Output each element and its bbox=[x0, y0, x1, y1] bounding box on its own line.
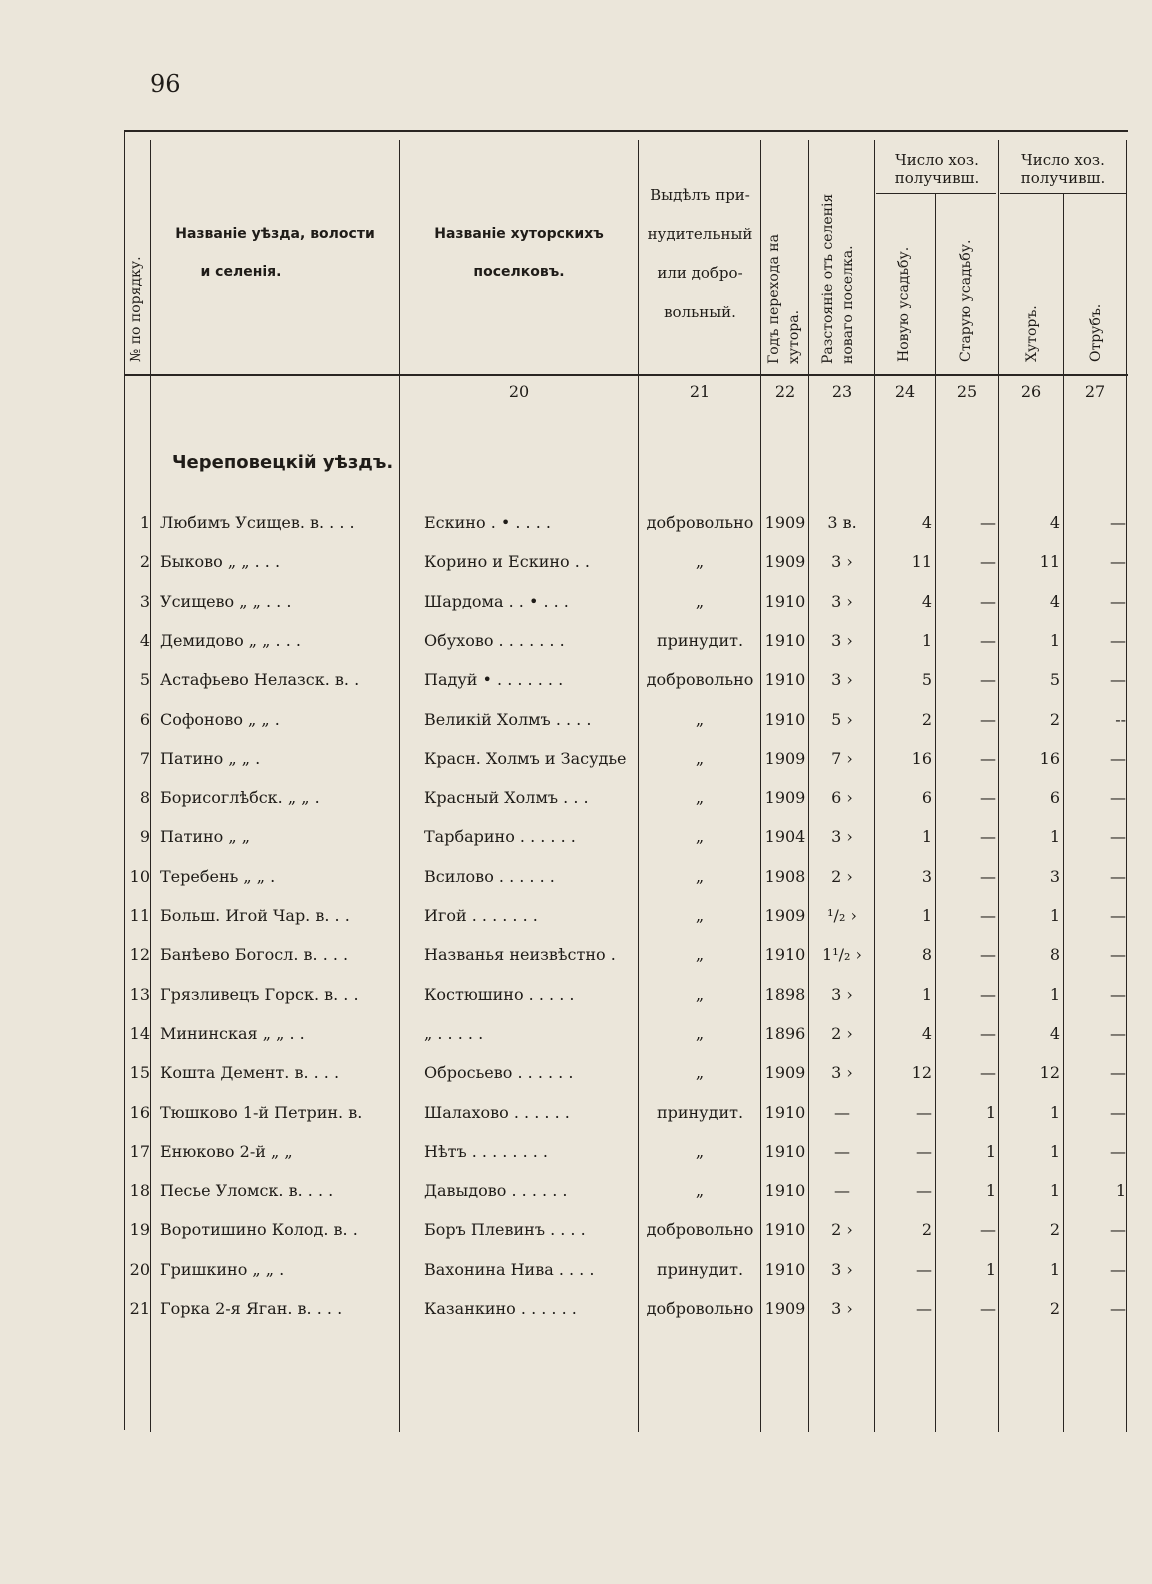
allotment-type: „ bbox=[695, 591, 705, 611]
row-number: 6 bbox=[139, 709, 150, 729]
district-name: Любимъ Усищев. в. . . . bbox=[160, 513, 355, 532]
khutor-count: 11 bbox=[1039, 552, 1060, 572]
transition-year: 1898 bbox=[764, 984, 806, 1004]
column-number: 21 bbox=[689, 382, 711, 401]
header-old-estate: Старую усадьбу. bbox=[958, 239, 974, 362]
row-number: 1 bbox=[139, 513, 150, 532]
old-estate-count: — bbox=[980, 513, 996, 532]
transition-year: 1910 bbox=[764, 1259, 806, 1279]
distance: 5 › bbox=[831, 709, 853, 729]
header-group-b-1: Число хоз. bbox=[1021, 151, 1105, 169]
khutor-count: 16 bbox=[1039, 748, 1060, 768]
header-year-1: Годъ перехода на bbox=[766, 234, 782, 364]
otrub-count: — bbox=[1110, 1299, 1126, 1318]
otrub-count: — bbox=[1110, 1220, 1126, 1240]
table-row bbox=[0, 980, 1152, 1010]
khutor-count: 5 bbox=[1049, 670, 1060, 690]
distance: 2 › bbox=[831, 1220, 853, 1240]
table-row bbox=[0, 1215, 1152, 1245]
column-number: 24 bbox=[894, 382, 916, 401]
header-settlement-1: Названіе хуторскихъ bbox=[434, 226, 604, 242]
khutor-count: 1 bbox=[1049, 906, 1060, 925]
column-number: 22 bbox=[774, 382, 796, 401]
transition-year: 1910 bbox=[764, 1181, 806, 1201]
settlement-name: Боръ Плевинъ . . . . bbox=[424, 1220, 586, 1240]
old-estate-count: 1 bbox=[985, 1141, 996, 1161]
row-number: 13 bbox=[129, 984, 150, 1004]
table-row bbox=[0, 1294, 1152, 1324]
distance: 2 › bbox=[831, 1023, 853, 1043]
district-name: Енюково 2-й „ „ bbox=[160, 1141, 293, 1161]
otrub-count: 1 bbox=[1115, 1181, 1126, 1201]
allotment-type: принудит. bbox=[656, 630, 744, 650]
otrub-count: — bbox=[1110, 906, 1126, 925]
district-name: Больш. Игой Чар. в. . . bbox=[160, 906, 350, 925]
old-estate-count: — bbox=[980, 906, 996, 925]
header-order: № по порядку. bbox=[128, 256, 144, 362]
transition-year: 1908 bbox=[764, 866, 806, 886]
otrub-count: — bbox=[1110, 788, 1126, 808]
transition-year: 1910 bbox=[764, 1220, 806, 1240]
new-estate-count: 8 bbox=[921, 945, 932, 965]
distance: 7 › bbox=[831, 748, 853, 768]
allotment-type: „ bbox=[695, 709, 705, 729]
otrub-count: — bbox=[1110, 670, 1126, 690]
row-number: 8 bbox=[139, 788, 150, 808]
allotment-type: добровольно bbox=[646, 513, 754, 532]
district-name: Патино „ „ bbox=[160, 827, 251, 847]
new-estate-count: 1 bbox=[921, 984, 932, 1004]
settlement-name: Названья неизвѣстно . bbox=[424, 945, 616, 965]
allotment-type: добровольно bbox=[646, 1299, 754, 1318]
district-name: Гришкино „ „ . bbox=[160, 1259, 285, 1279]
distance: — bbox=[834, 1141, 850, 1161]
distance: ¹/₂ › bbox=[827, 906, 857, 925]
settlement-name: Шалахово . . . . . . bbox=[424, 1102, 570, 1122]
distance: 3 › bbox=[831, 670, 853, 690]
allotment-type: „ bbox=[695, 866, 705, 886]
row-number: 14 bbox=[129, 1023, 150, 1043]
new-estate-count: 6 bbox=[921, 788, 932, 808]
settlement-name: Корино и Ескино . . bbox=[424, 552, 590, 572]
table-row bbox=[0, 862, 1152, 892]
transition-year: 1909 bbox=[764, 748, 806, 768]
table-row bbox=[0, 508, 1152, 538]
transition-year: 1909 bbox=[764, 788, 806, 808]
old-estate-count: — bbox=[980, 630, 996, 650]
header-group-a-2: получивш. bbox=[894, 169, 980, 187]
khutor-count: 1 bbox=[1049, 1259, 1060, 1279]
transition-year: 1910 bbox=[764, 1141, 806, 1161]
old-estate-count: — bbox=[980, 748, 996, 768]
otrub-count: -- bbox=[1115, 709, 1126, 729]
allotment-type: „ bbox=[695, 552, 705, 572]
row-number: 9 bbox=[139, 827, 150, 847]
settlement-name: Нѣтъ . . . . . . . . bbox=[424, 1141, 549, 1161]
khutor-count: 1 bbox=[1049, 984, 1060, 1004]
allotment-type: добровольно bbox=[646, 670, 754, 690]
district-name: Усищево „ „ . . . bbox=[160, 591, 292, 611]
header-group-a-1: Число хоз. bbox=[895, 151, 979, 169]
table-row bbox=[0, 1137, 1152, 1167]
khutor-count: 4 bbox=[1049, 513, 1060, 532]
khutor-count: 1 bbox=[1049, 1141, 1060, 1161]
header-khutor: Хуторъ. bbox=[1024, 305, 1040, 362]
old-estate-count: — bbox=[980, 827, 996, 847]
distance: 3 › bbox=[831, 1299, 853, 1318]
distance: — bbox=[834, 1181, 850, 1201]
settlement-name: Красный Холмъ . . . bbox=[424, 788, 589, 808]
table-row bbox=[0, 547, 1152, 577]
transition-year: 1909 bbox=[764, 552, 806, 572]
khutor-count: 1 bbox=[1049, 827, 1060, 847]
header-otrub: Отрубъ. bbox=[1088, 303, 1104, 362]
distance: 3 › bbox=[831, 552, 853, 572]
khutor-count: 3 bbox=[1049, 866, 1060, 886]
table-row bbox=[0, 744, 1152, 774]
allotment-type: „ bbox=[695, 748, 705, 768]
settlement-name: Ескино . • . . . . bbox=[424, 513, 551, 532]
old-estate-count: — bbox=[980, 788, 996, 808]
table-row bbox=[0, 822, 1152, 852]
old-estate-count: — bbox=[980, 1299, 996, 1318]
distance: 3 › bbox=[831, 1063, 853, 1083]
distance: 3 › bbox=[831, 984, 853, 1004]
table-row bbox=[0, 665, 1152, 695]
district-name: Теребень „ „ . bbox=[160, 866, 276, 886]
distance: 6 › bbox=[831, 788, 853, 808]
settlement-name: Вахонина Нива . . . . bbox=[424, 1259, 595, 1279]
district-name: Быково „ „ . . . bbox=[160, 552, 281, 572]
new-estate-count: 2 bbox=[921, 709, 932, 729]
new-estate-count: — bbox=[916, 1141, 932, 1161]
khutor-count: 1 bbox=[1049, 1102, 1060, 1122]
old-estate-count: — bbox=[980, 1023, 996, 1043]
settlement-name: Игой . . . . . . . bbox=[424, 906, 538, 925]
new-estate-count: — bbox=[916, 1259, 932, 1279]
table-row bbox=[0, 940, 1152, 970]
district-name: Кошта Демент. в. . . . bbox=[160, 1063, 340, 1083]
allotment-type: „ bbox=[695, 1023, 705, 1043]
khutor-count: 2 bbox=[1049, 1299, 1060, 1318]
new-estate-count: — bbox=[916, 1181, 932, 1201]
header-group-b-2: получивш. bbox=[1020, 169, 1106, 187]
settlement-name: Падуй • . . . . . . . bbox=[424, 670, 564, 690]
otrub-count: — bbox=[1110, 630, 1126, 650]
otrub-count: — bbox=[1110, 513, 1126, 532]
column-number: 26 bbox=[1020, 382, 1042, 401]
distance: 2 › bbox=[831, 866, 853, 886]
old-estate-count: — bbox=[980, 984, 996, 1004]
transition-year: 1904 bbox=[764, 827, 806, 847]
allotment-type: принудит. bbox=[656, 1259, 744, 1279]
settlement-name: Казанкино . . . . . . bbox=[424, 1299, 577, 1318]
new-estate-count: 4 bbox=[921, 1023, 932, 1043]
settlement-name: Шардома . . • . . . bbox=[424, 591, 569, 611]
allotment-type: добровольно bbox=[646, 1220, 754, 1240]
otrub-count: — bbox=[1110, 748, 1126, 768]
settlement-name: Всилово . . . . . . bbox=[424, 866, 555, 886]
district-name: Песье Уломск. в. . . . bbox=[160, 1181, 334, 1201]
transition-year: 1910 bbox=[764, 1102, 806, 1122]
khutor-count: 1 bbox=[1049, 1181, 1060, 1201]
old-estate-count: — bbox=[980, 591, 996, 611]
district-name: Воротишино Колод. в. . bbox=[160, 1220, 358, 1240]
khutor-count: 8 bbox=[1049, 945, 1060, 965]
settlement-name: Тарбарино . . . . . . bbox=[424, 827, 576, 847]
column-number: 27 bbox=[1084, 382, 1106, 401]
new-estate-count: — bbox=[916, 1102, 932, 1122]
allotment-type: „ bbox=[695, 984, 705, 1004]
allotment-type: принудит. bbox=[656, 1102, 744, 1122]
group-a-rule bbox=[876, 193, 996, 194]
khutor-count: 6 bbox=[1049, 788, 1060, 808]
header-year-2: хутора. bbox=[786, 309, 802, 364]
row-number: 5 bbox=[139, 670, 150, 690]
column-number: 25 bbox=[956, 382, 978, 401]
otrub-count: — bbox=[1110, 945, 1126, 965]
district-name: Демидово „ „ . . . bbox=[160, 630, 301, 650]
table-top-rule bbox=[124, 130, 1128, 132]
new-estate-count: 2 bbox=[921, 1220, 932, 1240]
row-number: 7 bbox=[139, 748, 150, 768]
settlement-name: Красн. Холмъ и Засудье bbox=[424, 748, 627, 768]
row-number: 21 bbox=[129, 1299, 150, 1318]
header-settlement-2: поселковъ. bbox=[473, 264, 565, 280]
old-estate-count: — bbox=[980, 709, 996, 729]
row-number: 17 bbox=[129, 1141, 150, 1161]
new-estate-count: 1 bbox=[921, 630, 932, 650]
distance: 3 › bbox=[831, 591, 853, 611]
old-estate-count: 1 bbox=[985, 1102, 996, 1122]
transition-year: 1896 bbox=[764, 1023, 806, 1043]
old-estate-count: — bbox=[980, 670, 996, 690]
new-estate-count: — bbox=[916, 1299, 932, 1318]
row-number: 11 bbox=[129, 906, 150, 925]
old-estate-count: — bbox=[980, 552, 996, 572]
allotment-type: „ bbox=[695, 1063, 705, 1083]
transition-year: 1910 bbox=[764, 670, 806, 690]
old-estate-count: — bbox=[980, 1063, 996, 1083]
distance: 3 в. bbox=[827, 513, 857, 532]
page-number: 96 bbox=[150, 70, 181, 98]
allotment-type: „ bbox=[695, 945, 705, 965]
allotment-type: „ bbox=[695, 1181, 705, 1201]
row-number: 4 bbox=[139, 630, 150, 650]
row-number: 2 bbox=[139, 552, 150, 572]
khutor-count: 2 bbox=[1049, 709, 1060, 729]
allotment-type: „ bbox=[695, 827, 705, 847]
otrub-count: — bbox=[1110, 1023, 1126, 1043]
otrub-count: — bbox=[1110, 866, 1126, 886]
district-name: Грязливецъ Горск. в. . . bbox=[160, 984, 359, 1004]
district-name: Мининская „ „ . . bbox=[160, 1023, 305, 1043]
khutor-count: 2 bbox=[1049, 1220, 1060, 1240]
otrub-count: — bbox=[1110, 552, 1126, 572]
row-number: 3 bbox=[139, 591, 150, 611]
column-number: 23 bbox=[831, 382, 853, 401]
district-name: Тюшково 1-й Петрин. в. bbox=[160, 1102, 363, 1122]
transition-year: 1909 bbox=[764, 906, 806, 925]
transition-year: 1910 bbox=[764, 945, 806, 965]
distance: 3 › bbox=[831, 1259, 853, 1279]
table-row bbox=[0, 783, 1152, 813]
row-number: 15 bbox=[129, 1063, 150, 1083]
otrub-count: — bbox=[1110, 984, 1126, 1004]
row-number: 19 bbox=[129, 1220, 150, 1240]
otrub-count: — bbox=[1110, 1141, 1126, 1161]
table-row bbox=[0, 1019, 1152, 1049]
old-estate-count: — bbox=[980, 945, 996, 965]
table-row bbox=[0, 1255, 1152, 1285]
table-row bbox=[0, 587, 1152, 617]
distance: 3 › bbox=[831, 630, 853, 650]
table-row bbox=[0, 626, 1152, 656]
district-name: Банѣево Богосл. в. . . . bbox=[160, 945, 349, 965]
transition-year: 1909 bbox=[764, 1299, 806, 1318]
allotment-type: „ bbox=[695, 788, 705, 808]
header-district-2: и селенія. bbox=[200, 264, 282, 280]
new-estate-count: 4 bbox=[921, 513, 932, 532]
otrub-count: — bbox=[1110, 591, 1126, 611]
distance: 1¹/₂ › bbox=[822, 945, 862, 965]
settlement-name: „ . . . . . bbox=[424, 1023, 484, 1043]
settlement-name: Обухово . . . . . . . bbox=[424, 630, 565, 650]
transition-year: 1910 bbox=[764, 630, 806, 650]
header-district-1: Названіе уѣзда, волости bbox=[175, 226, 375, 242]
header-bottom-rule bbox=[124, 374, 1128, 376]
header-allotment-1: Выдѣлъ при- bbox=[650, 186, 750, 204]
settlement-name: Обросьево . . . . . . bbox=[424, 1063, 574, 1083]
column-number: 20 bbox=[508, 382, 530, 401]
old-estate-count: 1 bbox=[985, 1259, 996, 1279]
settlement-name: Давыдово . . . . . . bbox=[424, 1181, 568, 1201]
new-estate-count: 3 bbox=[921, 866, 932, 886]
district-name: Астафьево Нелазск. в. . bbox=[160, 670, 360, 690]
distance: 3 › bbox=[831, 827, 853, 847]
khutor-count: 12 bbox=[1039, 1063, 1060, 1083]
old-estate-count: — bbox=[980, 1220, 996, 1240]
allotment-type: „ bbox=[695, 1141, 705, 1161]
section-title: Череповецкій уѣздъ. bbox=[172, 452, 394, 473]
new-estate-count: 16 bbox=[911, 748, 932, 768]
khutor-count: 4 bbox=[1049, 1023, 1060, 1043]
new-estate-count: 4 bbox=[921, 591, 932, 611]
row-number: 10 bbox=[129, 866, 150, 886]
table-row bbox=[0, 901, 1152, 931]
otrub-count: — bbox=[1110, 1063, 1126, 1083]
district-name: Патино „ „ . bbox=[160, 748, 261, 768]
otrub-count: — bbox=[1110, 1259, 1126, 1279]
new-estate-count: 1 bbox=[921, 906, 932, 925]
row-number: 20 bbox=[129, 1259, 150, 1279]
old-estate-count: 1 bbox=[985, 1181, 996, 1201]
settlement-name: Великій Холмъ . . . . bbox=[424, 709, 592, 729]
table-row bbox=[0, 705, 1152, 735]
otrub-count: — bbox=[1110, 1102, 1126, 1122]
transition-year: 1910 bbox=[764, 709, 806, 729]
header-distance-2: новаго поселка. bbox=[840, 245, 856, 364]
table-row bbox=[0, 1058, 1152, 1088]
district-name: Борисоглѣбск. „ „ . bbox=[160, 788, 320, 808]
row-number: 12 bbox=[129, 945, 150, 965]
district-name: Софоново „ „ . bbox=[160, 709, 280, 729]
district-name: Горка 2-я Яган. в. . . . bbox=[160, 1299, 343, 1318]
new-estate-count: 1 bbox=[921, 827, 932, 847]
row-number: 16 bbox=[129, 1102, 150, 1122]
header-distance-1: Разстояніе отъ селенія bbox=[820, 193, 836, 364]
header-allotment-4: вольный. bbox=[664, 303, 736, 321]
khutor-count: 4 bbox=[1049, 591, 1060, 611]
table-row bbox=[0, 1176, 1152, 1206]
table-row bbox=[0, 1098, 1152, 1128]
new-estate-count: 5 bbox=[921, 670, 932, 690]
new-estate-count: 11 bbox=[911, 552, 932, 572]
transition-year: 1910 bbox=[764, 591, 806, 611]
header-allotment-3: или добро- bbox=[657, 264, 743, 282]
transition-year: 1909 bbox=[764, 513, 806, 532]
new-estate-count: 12 bbox=[911, 1063, 932, 1083]
old-estate-count: — bbox=[980, 866, 996, 886]
khutor-count: 1 bbox=[1049, 630, 1060, 650]
transition-year: 1909 bbox=[764, 1063, 806, 1083]
header-allotment-2: нудительный bbox=[647, 225, 753, 243]
row-number: 18 bbox=[129, 1181, 150, 1201]
header-new-estate: Новую усадьбу. bbox=[896, 246, 912, 362]
distance: — bbox=[834, 1102, 850, 1122]
allotment-type: „ bbox=[695, 906, 705, 925]
settlement-name: Костюшино . . . . . bbox=[424, 984, 575, 1004]
otrub-count: — bbox=[1110, 827, 1126, 847]
